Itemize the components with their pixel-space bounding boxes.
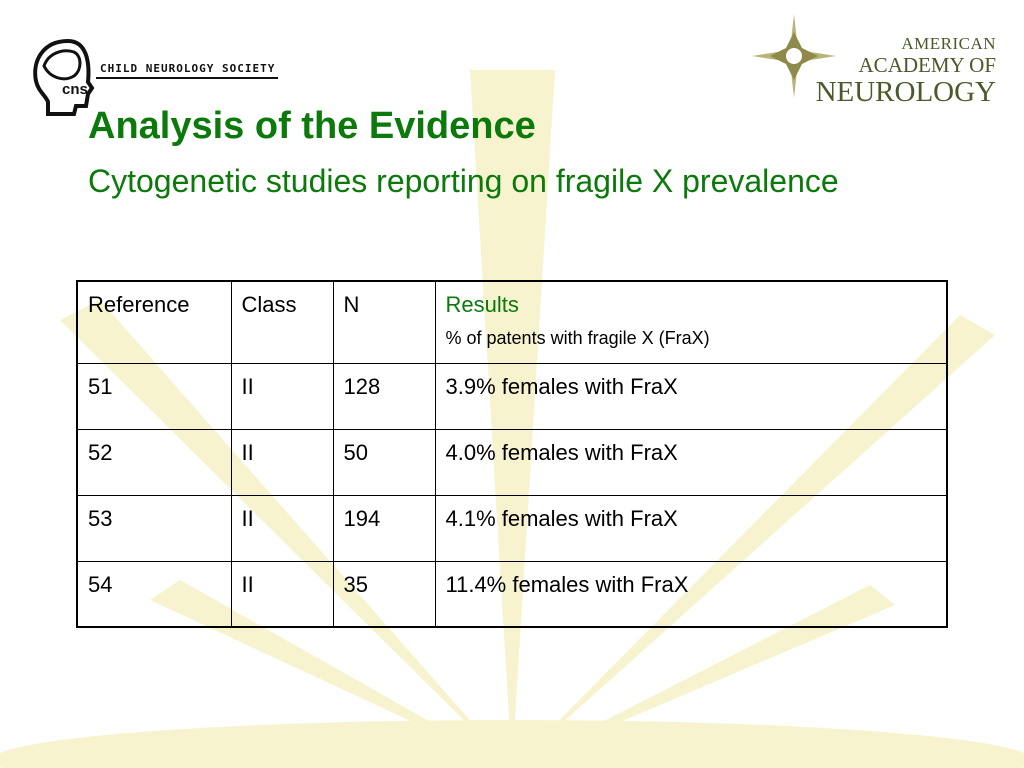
cell-results: 4.1% females with FraX (435, 495, 947, 561)
table-header-row (77, 281, 947, 363)
cell-reference: 54 (77, 561, 231, 627)
header-reference: Reference (77, 281, 231, 363)
header-n: N (333, 281, 435, 363)
slide-title: Analysis of the Evidence (88, 105, 536, 147)
table-row (77, 495, 947, 561)
cell-reference: 53 (77, 495, 231, 561)
cell-results: 11.4% females with FraX (435, 561, 947, 627)
aan-logo-line-2: ACADEMY OF (858, 53, 996, 77)
cns-logo-text: CHILD NEUROLOGY SOCIETY (100, 62, 276, 75)
svg-text:cns: cns (62, 81, 88, 98)
cell-results: 3.9% females with FraX (435, 363, 947, 429)
slide-subtitle: Cytogenetic studies reporting on fragile X prevalence (88, 163, 839, 199)
table-row (77, 561, 947, 627)
cell-class: II (231, 561, 333, 627)
header-results-label: Results (445, 292, 519, 317)
cell-n: 194 (333, 495, 435, 561)
cell-class: II (231, 495, 333, 561)
cell-class: II (231, 429, 333, 495)
table-row (77, 363, 947, 429)
header-results-sub: % of patents with fragile X (FraX) (445, 328, 710, 348)
header-results (435, 281, 947, 363)
header-class: Class (231, 281, 333, 363)
cell-reference: 52 (77, 429, 231, 495)
cell-results: 4.0% females with FraX (435, 429, 947, 495)
aan-logo-line-3: NEUROLOGY (815, 76, 996, 108)
aan-logo-line-1: AMERICAN (901, 34, 996, 53)
cell-n: 50 (333, 429, 435, 495)
cell-reference: 51 (77, 363, 231, 429)
aan-logo (816, 34, 996, 107)
cell-n: 35 (333, 561, 435, 627)
cell-n: 128 (333, 363, 435, 429)
cell-class: II (231, 363, 333, 429)
table-row (77, 429, 947, 495)
evidence-table (76, 280, 948, 628)
